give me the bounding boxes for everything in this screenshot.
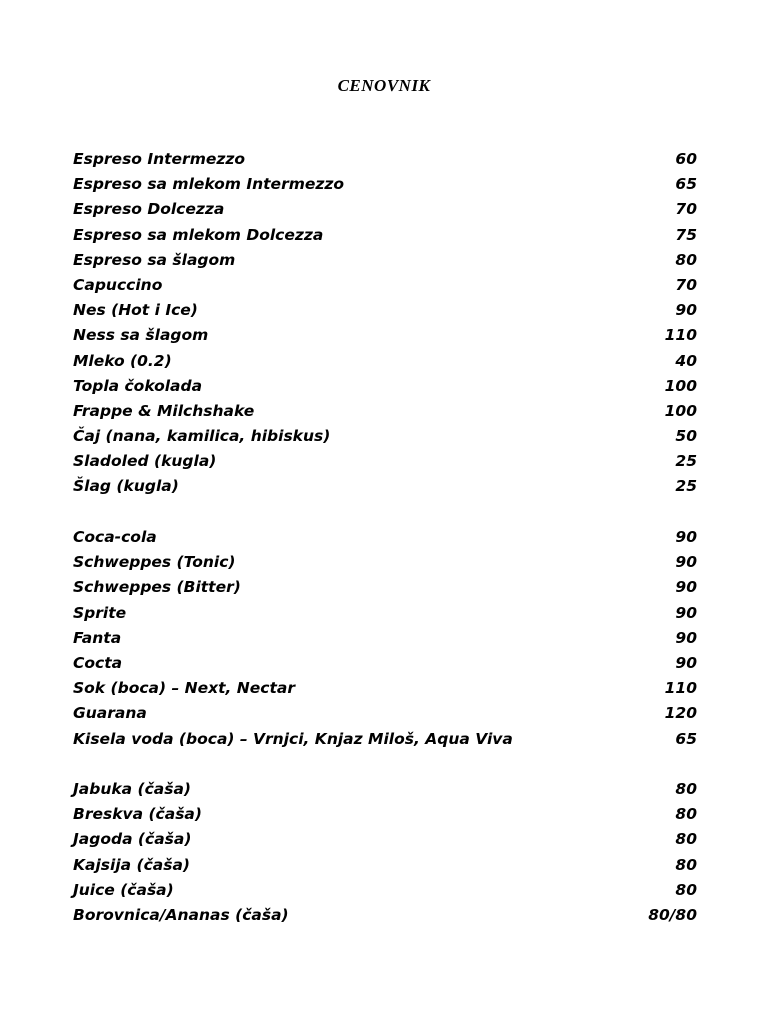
menu-item-price: 110 [664,679,697,698]
menu-item-price: 90 [675,578,697,597]
menu-item-row [73,377,697,402]
menu-item-name: Sprite [73,603,127,622]
menu-item-row [73,276,697,301]
menu-item-row [73,604,697,629]
menu-item-name: Nes (Hot i Ice) [73,301,198,320]
menu-item-price: 40 [675,351,697,370]
menu-item-row [73,629,697,654]
menu-item-price: 80/80 [648,905,697,924]
menu-item-price: 60 [675,150,697,168]
menu-item-price: 100 [664,401,697,420]
menu-item-name: Sok (boca) – Next, Nectar [73,679,295,698]
menu-item-name: Frappe & Milchshake [73,401,255,420]
menu-item-price: 90 [675,603,697,622]
menu-item-row [73,906,697,931]
menu-item-name: Ness sa šlagom [73,326,209,345]
menu-item-row [73,452,697,477]
menu-item-name: Topla čokolada [73,376,203,395]
menu-item-name: Espreso sa mlekom Dolcezza [73,225,324,244]
menu-item-name: Cocta [73,653,123,672]
menu-item-name: Schweppes (Bitter) [73,578,241,597]
menu-item-price: 120 [664,704,697,723]
menu-item-name: Čaj (nana, kamilica, hibiskus) [73,427,331,446]
menu-item-name: Schweppes (Tonic) [73,553,236,572]
menu-item-row [73,856,697,881]
menu-item-row [73,679,697,704]
menu-item-row [73,830,697,855]
section-juices [73,780,697,931]
menu-item-name: Espreso Dolcezza [73,200,225,219]
menu-item-price: 65 [675,175,697,194]
menu-item-name: Kajsija (čaša) [73,855,190,874]
menu-item-price: 70 [675,200,697,219]
menu-item-row [73,528,697,553]
menu-item-row [73,427,697,452]
menu-item-price: 90 [675,628,697,647]
menu-item-row [73,150,697,175]
menu-item-row [73,477,697,502]
menu-item-row [73,654,697,679]
menu-item-name: Espreso sa šlagom [73,250,236,269]
menu-item-row [73,553,697,578]
menu-item-name: Borovnica/Ananas (čaša) [73,905,289,924]
page-title: CENOVNIK [337,76,431,95]
menu-item-name: Mleko (0.2) [73,351,172,370]
menu-item-price: 90 [675,553,697,572]
menu-item-name: Guarana [73,704,147,723]
menu-item-row [73,881,697,906]
menu-item-name: Šlag (kugla) [73,477,179,496]
menu-item-row [73,578,697,603]
menu-item-row [73,175,697,200]
menu-item-name: Espreso Intermezzo [73,150,246,168]
menu-item-price: 90 [675,301,697,320]
menu-item-name: Coca-cola [73,528,157,546]
menu-item-row [73,402,697,427]
menu-item-row [73,251,697,276]
section-soft-drinks [73,528,697,755]
menu-item-row [73,226,697,251]
menu-item-price: 80 [675,855,697,874]
menu-item-price: 90 [675,528,697,546]
menu-item-price: 80 [675,250,697,269]
menu-item-name: Capuccino [73,275,163,294]
menu-item-price: 75 [675,225,697,244]
menu-item-price: 90 [675,653,697,672]
menu-item-row [73,326,697,351]
menu-item-price: 80 [675,805,697,824]
menu-item-name: Kisela voda (boca) – Vrnjci, Knjaz Miloš, Aqua Viva [73,729,513,748]
menu-item-row [73,301,697,326]
menu-item-price: 25 [675,477,697,496]
menu-item-row [73,805,697,830]
menu-item-name: Jagoda (čaša) [73,830,192,849]
menu-item-price: 65 [675,729,697,748]
menu-item-row [73,730,697,755]
menu-item-name: Jabuka (čaša) [73,780,192,798]
menu-item-price: 80 [675,780,697,798]
menu-item-price: 80 [675,830,697,849]
menu-item-row [73,352,697,377]
menu-item-name: Breskva (čaša) [73,805,202,824]
menu-item-price: 80 [675,880,697,899]
menu-item-name: Juice (čaša) [73,880,174,899]
menu-item-price: 100 [664,376,697,395]
menu-item-name: Espreso sa mlekom Intermezzo [73,175,345,194]
menu-item-row [73,780,697,805]
section-hot-drinks [73,150,697,503]
menu-item-price: 110 [664,326,697,345]
menu-item-price: 50 [675,427,697,446]
menu-item-row [73,200,697,225]
menu-item-price: 70 [675,275,697,294]
menu-item-row [73,704,697,729]
menu-item-price: 25 [675,452,697,471]
menu-item-name: Sladoled (kugla) [73,452,217,471]
menu-item-name: Fanta [73,628,122,647]
